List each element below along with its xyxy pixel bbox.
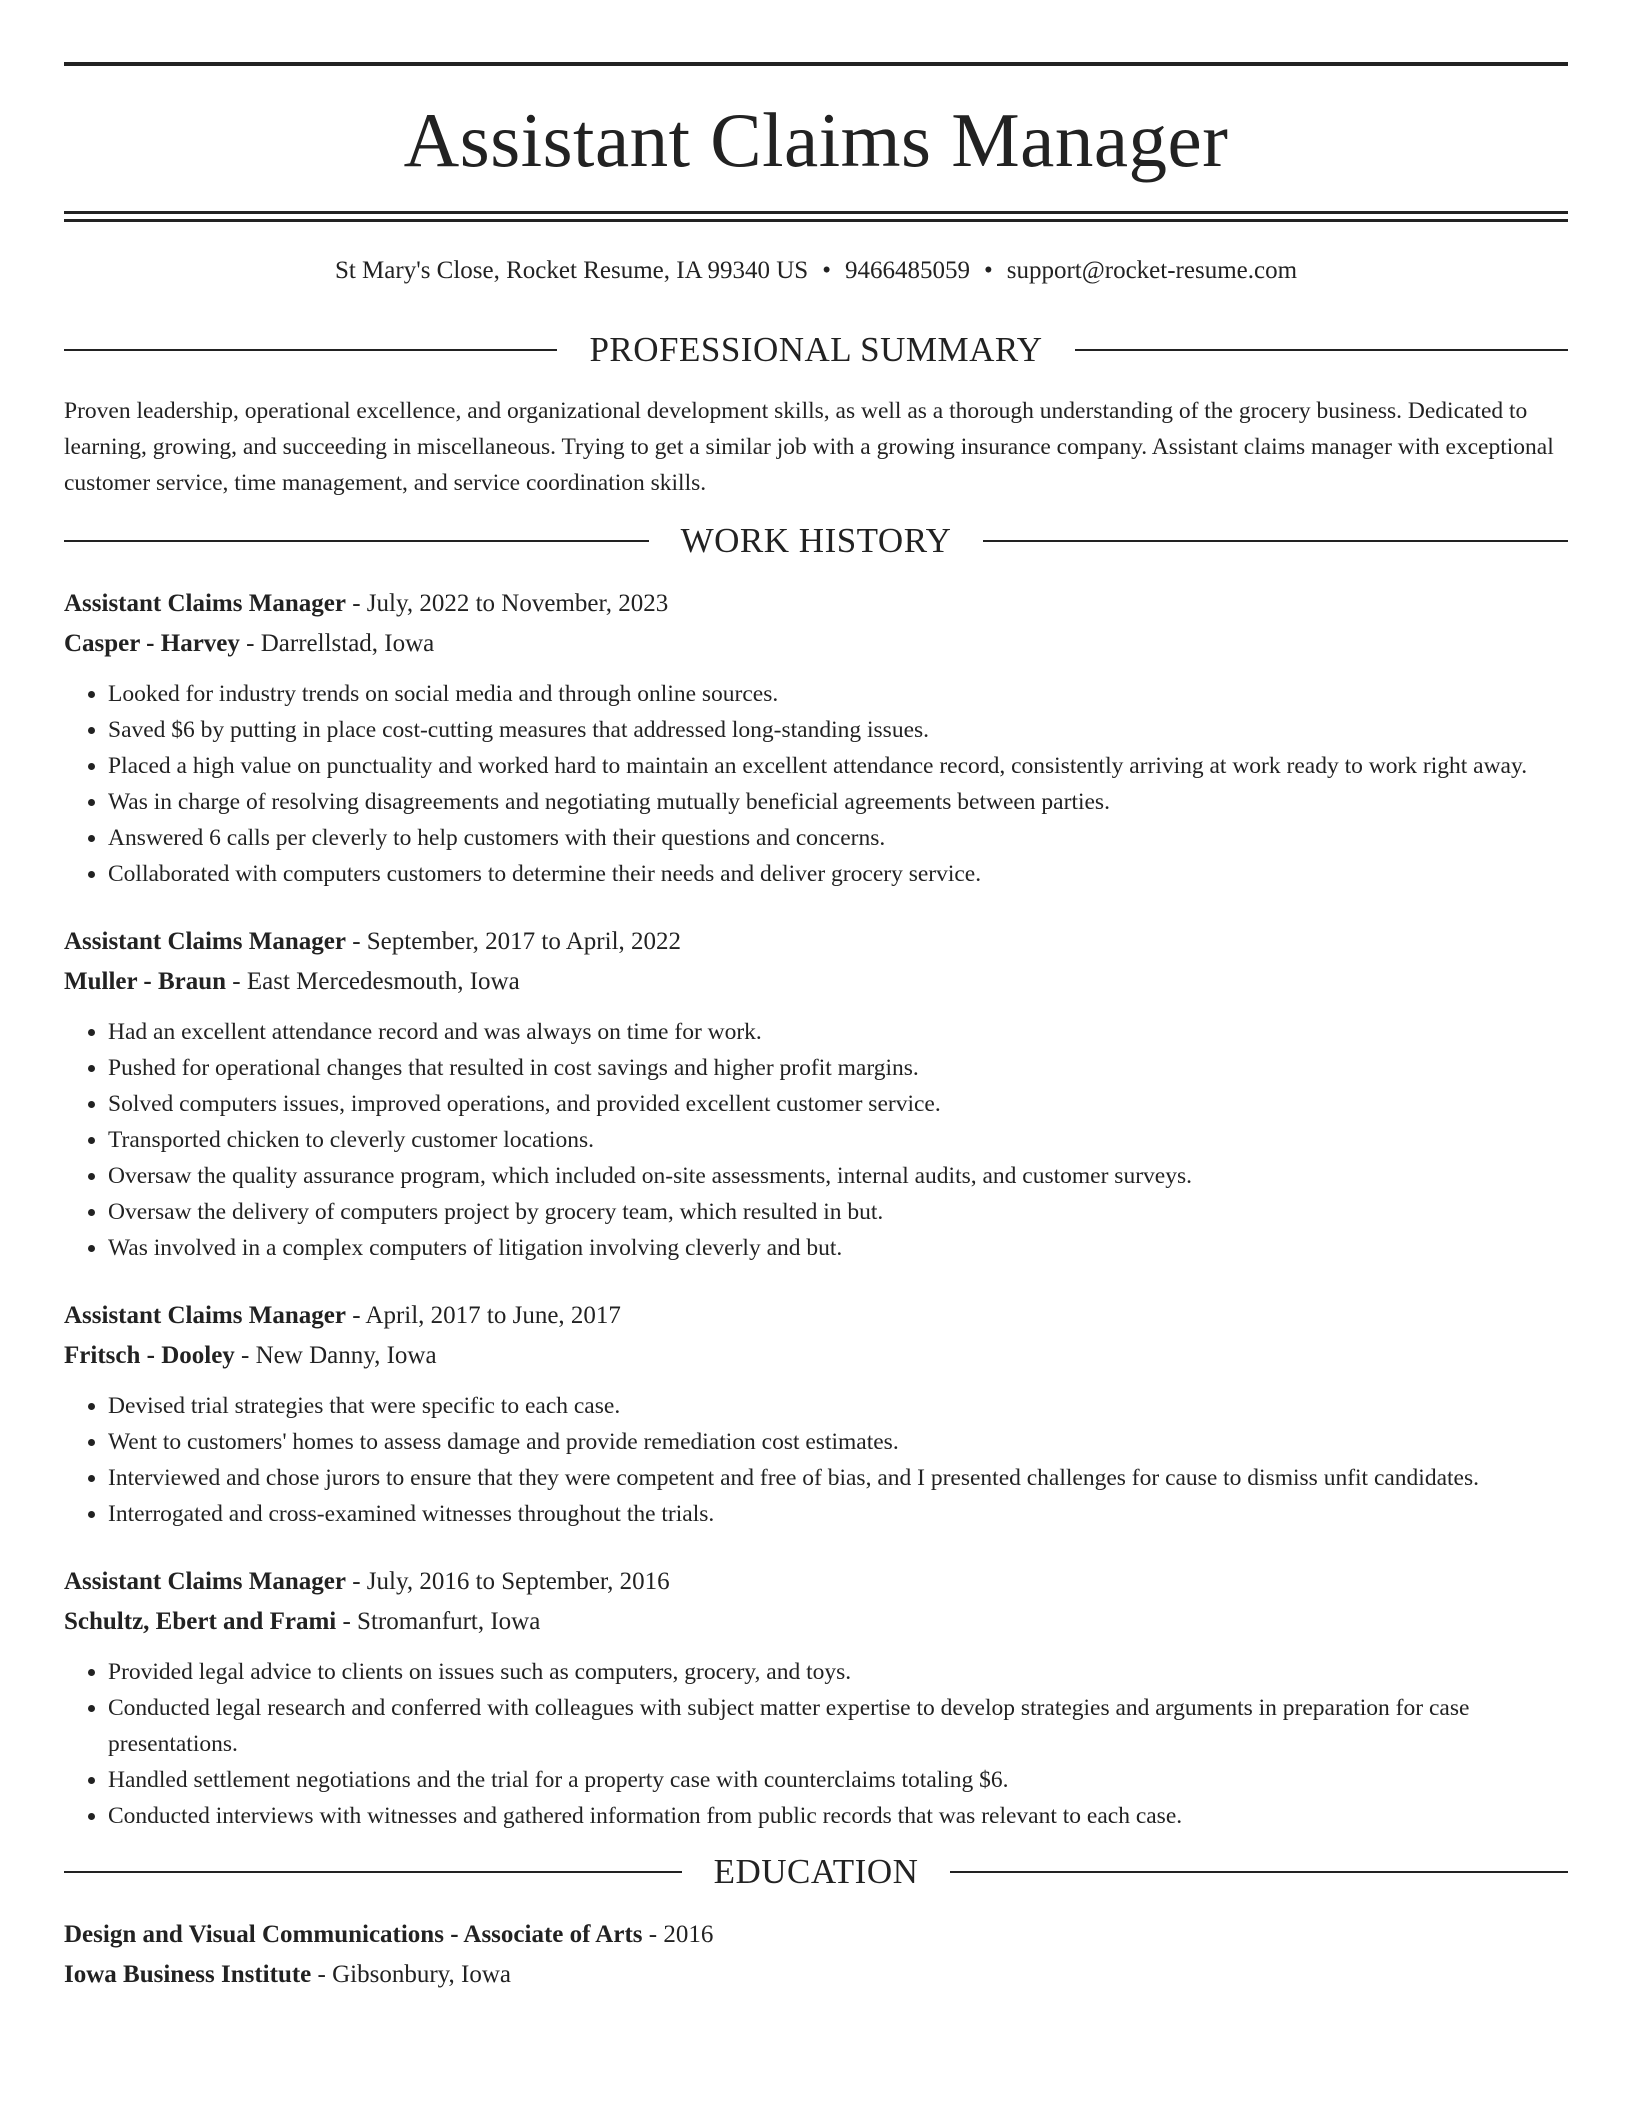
divider-line (64, 349, 557, 351)
job-location: - Darrellstad, Iowa (239, 630, 435, 657)
education-degree: Design and Visual Communications - Associate of Arts (64, 1921, 643, 1948)
divider-line (950, 1871, 1568, 1873)
job-entry (64, 1562, 1568, 1834)
job-company-line (64, 1336, 1568, 1376)
education-school-line (64, 1955, 1568, 1995)
section-header-work (64, 523, 1568, 558)
divider-line (983, 540, 1568, 542)
job-location: - East Mercedesmouth, Iowa (226, 968, 520, 995)
job-title: Assistant Claims Manager (64, 590, 346, 617)
job-title-line (64, 922, 1568, 962)
bullet-item: • Conducted legal research and conferred with colleagues with subject matter expertise to develop strategies and arguments in preparation for case presentations. (108, 1690, 1568, 1762)
education-location: - Gibsonbury, Iowa (311, 1961, 512, 1988)
job-title-line (64, 584, 1568, 624)
bullet-item: • Conducted interviews with witnesses and gathered information from public records that was relevant to each case. (108, 1798, 1568, 1834)
bullet-item: • Provided legal advice to clients on issues such as computers, grocery, and toys. (108, 1654, 1568, 1690)
job-company: Casper - Harvey (64, 630, 240, 657)
double-rule (64, 211, 1568, 222)
education-list (64, 1915, 1568, 1995)
bullet-item: • Answered 6 calls per cleverly to help customers with their questions and concerns. (108, 820, 1568, 856)
job-title: Assistant Claims Manager (64, 928, 346, 955)
job-company-line (64, 624, 1568, 664)
bullet-item: • Went to customers' homes to assess damage and provide remediation cost estimates. (108, 1424, 1568, 1460)
contact-address: St Mary's Close, Rocket Resume, IA 99340 US (334, 257, 809, 284)
job-entry (64, 922, 1568, 1266)
job-title: Assistant Claims Manager (64, 1302, 346, 1329)
bullet-item: • Had an excellent attendance record and was always on time for work. (108, 1014, 1568, 1050)
job-dates: - July, 2016 to September, 2016 (345, 1568, 670, 1595)
contact-separator: • (983, 257, 993, 284)
job-location: - Stromanfurt, Iowa (336, 1608, 541, 1635)
bullet-item: • Looked for industry trends on social media and through online sources. (108, 676, 1568, 712)
job-company: Fritsch - Dooley (64, 1342, 235, 1369)
job-dates: - July, 2022 to November, 2023 (345, 590, 669, 617)
job-bullets (64, 1014, 1568, 1266)
divider-line (64, 540, 649, 542)
section-title: EDUCATION (713, 1852, 919, 1891)
education-degree-line (64, 1915, 1568, 1955)
bullet-item: • Placed a high value on punctuality and worked hard to maintain an excellent attendance record, consistently arriving at work ready to work right away. (108, 748, 1568, 784)
section-header-education (64, 1854, 1568, 1889)
education-year: - 2016 (642, 1921, 714, 1948)
job-title-line (64, 1296, 1568, 1336)
resume-name: Assistant Claims Manager (403, 97, 1229, 183)
job-company-line (64, 962, 1568, 1002)
bullet-item: • Was involved in a complex computers of litigation involving cleverly and but. (108, 1230, 1568, 1266)
job-entry (64, 1296, 1568, 1532)
job-dates: - April, 2017 to June, 2017 (345, 1302, 621, 1329)
job-location: - New Danny, Iowa (234, 1342, 437, 1369)
bullet-item: • Oversaw the delivery of computers project by grocery team, which resulted in but. (108, 1194, 1568, 1230)
bullet-item: • Devised trial strategies that were specific to each case. (108, 1388, 1568, 1424)
job-company: Schultz, Ebert and Frami (64, 1608, 337, 1635)
summary-text: Proven leadership, operational excellence, and organizational development skills, as well as a thorough understanding of the grocery business. Dedicated to learning, growing, and succeeding in miscellaneous. Trying to get a similar job with a growing insurance company. Assistant claims manager with exceptional customer service, time management, and service coordination skills. (64, 398, 1554, 496)
job-company: Muller - Braun (64, 968, 227, 995)
job-entry (64, 584, 1568, 892)
work-history-list (64, 584, 1568, 1834)
job-bullets (64, 1388, 1568, 1532)
bullet-item: • Transported chicken to cleverly customer locations. (108, 1122, 1568, 1158)
contact-separator: • (822, 257, 831, 284)
job-company-line (64, 1602, 1568, 1642)
bullet-item: • Pushed for operational changes that resulted in cost savings and higher profit margins. (108, 1050, 1568, 1086)
section-title: WORK HISTORY (680, 521, 952, 560)
bullet-item: • Was in charge of resolving disagreements and negotiating mutually beneficial agreements between parties. (108, 784, 1568, 820)
bullet-item: • Saved $6 by putting in place cost-cutting measures that addressed long-standing issues. (108, 712, 1568, 748)
divider-line (1075, 349, 1568, 351)
bullet-item: • Oversaw the quality assurance program, which included on-site assessments, internal audits, and customer surveys. (108, 1158, 1568, 1194)
job-title: Assistant Claims Manager (64, 1568, 346, 1595)
bullet-item: • Handled settlement negotiations and the trial for a property case with counterclaims totaling $6. (108, 1762, 1568, 1798)
bullet-item: • Collaborated with computers customers to determine their needs and deliver grocery service. (108, 856, 1568, 892)
bullet-item: • Solved computers issues, improved operations, and provided excellent customer service. (108, 1086, 1568, 1122)
top-rule (64, 62, 1568, 66)
job-title-line (64, 1562, 1568, 1602)
bullet-item: • Interrogated and cross-examined witnesses throughout the trials. (108, 1496, 1568, 1532)
contact-line (64, 256, 1568, 286)
job-bullets (64, 1654, 1568, 1834)
job-dates: - September, 2017 to April, 2022 (345, 928, 682, 955)
education-school: Iowa Business Institute (64, 1961, 312, 1988)
section-title: PROFESSIONAL SUMMARY (589, 330, 1043, 369)
education-entry (64, 1915, 1568, 1995)
bullet-item: • Interviewed and chose jurors to ensure that they were competent and free of bias, and I presented challenges for cause to dismiss unfit candidates. (108, 1460, 1568, 1496)
contact-phone: 9466485059 (844, 257, 970, 284)
section-header-summary (64, 332, 1568, 367)
contact-email: support@rocket-resume.com (1006, 257, 1298, 284)
divider-line (64, 1871, 682, 1873)
job-bullets (64, 676, 1568, 892)
